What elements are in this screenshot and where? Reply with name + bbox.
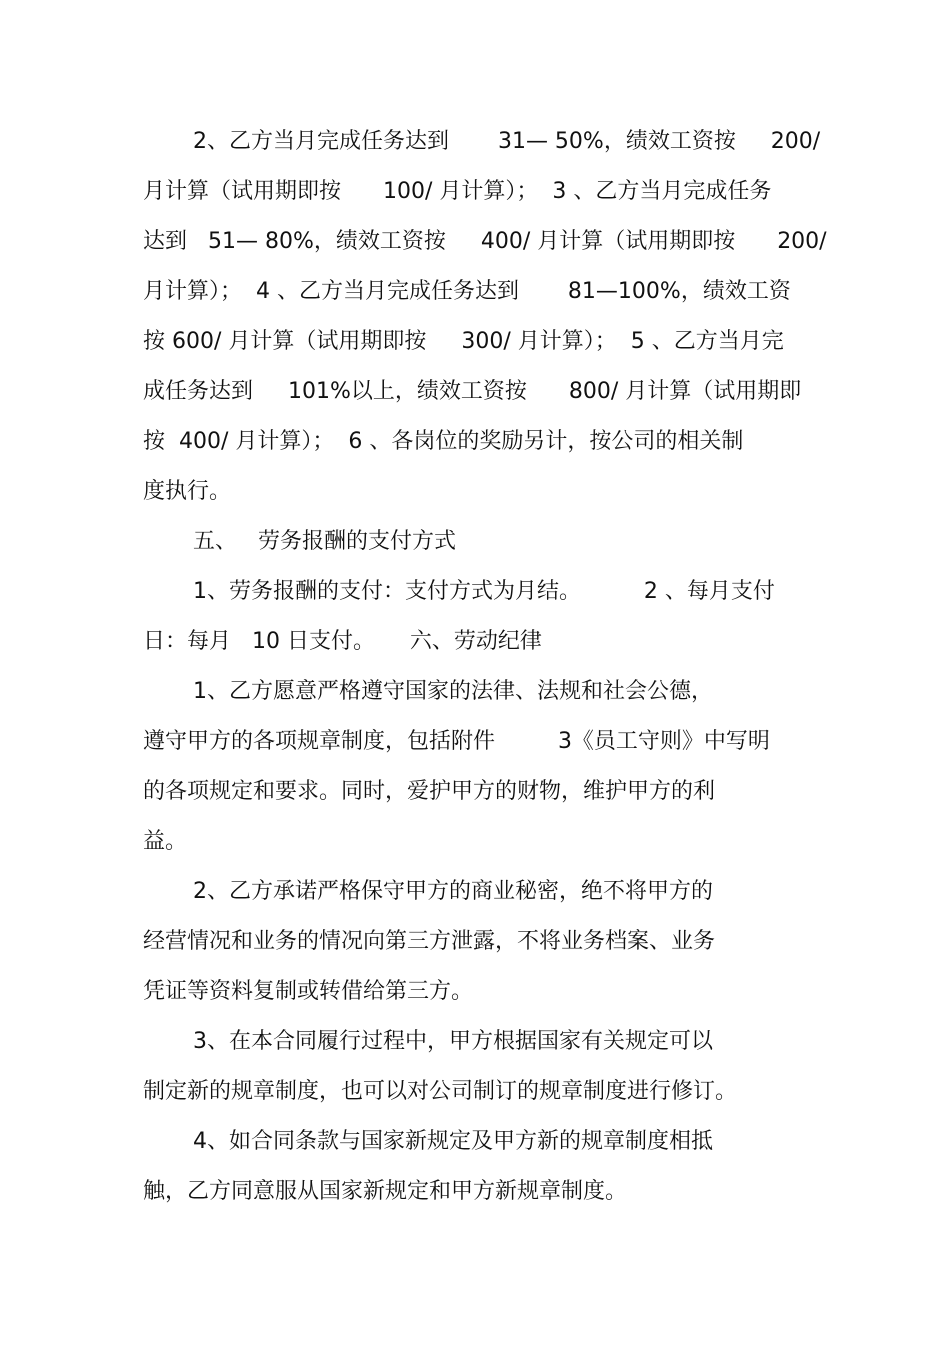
text-line: 月计算）； 4 、乙方当月完成任务达到 81—100%，绩效工资 xyxy=(143,279,791,304)
text-line: 4、如合同条款与国家新规定及甲方新的规章制度相抵 xyxy=(193,1129,713,1154)
text-line: 度执行。 xyxy=(143,479,232,504)
text-line: 1、乙方愿意严格遵守国家的法律、法规和社会公德， xyxy=(193,679,713,704)
text-line: 按 400/ 月计算）； 6 、各岗位的奖励另计，按公司的相关制 xyxy=(143,429,744,454)
text-line: 3、在本合同履行过程中，甲方根据国家有关规定可以 xyxy=(193,1029,713,1054)
text-line: 的各项规定和要求。同时，爱护甲方的财物，维护甲方的利 xyxy=(143,779,716,804)
text-line: 2、乙方当月完成任务达到 31— 50%，绩效工资按 200/ xyxy=(193,129,821,154)
text-line: 1、劳务报酬的支付：支付方式为月结。 2 、每月支付 xyxy=(193,579,775,604)
text-line: 制定新的规章制度，也可以对公司制订的规章制度进行修订。 xyxy=(143,1079,738,1104)
text-line: 2、乙方承诺严格保守甲方的商业秘密，绝不将甲方的 xyxy=(193,879,713,904)
text-line: 按 600/ 月计算（试用期即按 300/ 月计算）； 5 、乙方当月完 xyxy=(143,329,784,354)
text-line: 凭证等资料复制或转借给第三方。 xyxy=(143,979,474,1004)
text-line: 遵守甲方的各项规章制度，包括附件 3《员工守则》中写明 xyxy=(143,729,770,754)
section-heading: 五、 劳务报酬的支付方式 xyxy=(193,529,456,554)
text-line: 经营情况和业务的情况向第三方泄露，不将业务档案、业务 xyxy=(143,929,716,954)
text-line: 月计算（试用期即按 100/ 月计算）； 3 、乙方当月完成任务 xyxy=(143,179,772,204)
text-line: 成任务达到 101%以上，绩效工资按 800/ 月计算（试用期即 xyxy=(143,379,802,404)
text-line: 达到 51— 80%，绩效工资按 400/ 月计算（试用期即按 200/ xyxy=(143,229,827,254)
text-line: 益。 xyxy=(143,829,188,854)
text-line: 日：每月 10 日支付。 六、劳动纪律 xyxy=(143,629,542,654)
text-line: 触，乙方同意服从国家新规定和甲方新规章制度。 xyxy=(143,1179,628,1204)
